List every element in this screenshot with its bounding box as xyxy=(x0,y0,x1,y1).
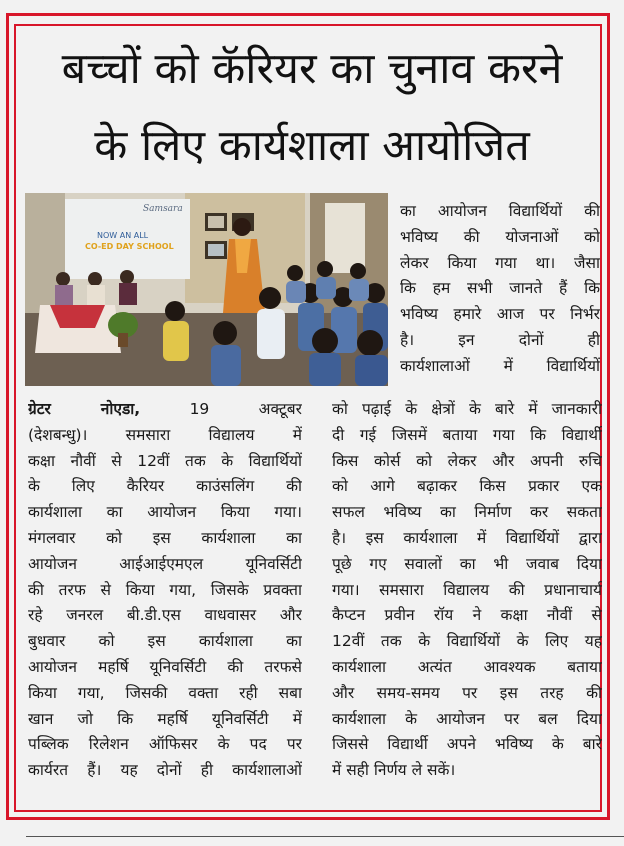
text-line: किस कोर्स को लेकर और अपनी रुचि xyxy=(332,451,602,470)
text-line: का आयोजन विद्यार्थियों की xyxy=(400,202,600,220)
text-line: आयोजन महर्षि यूनिवर्सिटी की तरफसे xyxy=(28,657,302,676)
text-line: में सही निर्णय ले सकें। xyxy=(332,761,456,780)
text-line: आयोजन आईआईएमएल यूनिवर्सिटी xyxy=(28,554,302,573)
text-line: गया। समसारा विद्यालय की प्रधानाचार्य xyxy=(332,580,602,599)
text-line: मंगलवार को इस कार्यशाला का xyxy=(28,528,302,547)
dateline-date: 19 अक्टूबर xyxy=(189,400,302,418)
text-line: (देशबन्धु)। समसारा विद्यालय में xyxy=(28,425,302,444)
text-line: कार्यशाला अत्यंत आवश्यक बताया xyxy=(332,657,602,676)
article-column-left xyxy=(28,397,302,784)
text-line: कार्यरत हैं। यह दोनों ही कार्यशालाओं xyxy=(28,761,302,780)
article-column-right-top xyxy=(400,199,600,380)
text-line: को पढ़ाई के क्षेत्रों के बारे में जानकारी xyxy=(332,400,602,418)
headline-line-1: बच्चों को कॅरियर का चुनाव करने xyxy=(61,44,563,94)
banner-text-1: NOW AN ALL xyxy=(97,231,149,240)
text-line: पब्लिक रिलेशन ऑफिसर के पद पर xyxy=(28,735,302,754)
text-line: भविष्य हमारे आज पर निर्भर xyxy=(400,305,600,324)
text-line: कार्यशाला का आयोजन किया गया। xyxy=(28,503,302,522)
text-line: को आगे बढ़ाकर किस प्रकार एक xyxy=(332,477,602,496)
text-line: कि हम सभी जानते हैं कि xyxy=(400,279,600,298)
news-photo xyxy=(25,193,388,386)
text-line: कार्यशालाओं में विद्यार्थियों xyxy=(400,356,600,375)
banner-logo: Samsara xyxy=(143,204,183,214)
text-line: के लिए कैरियर काउंसलिंग की xyxy=(28,477,302,496)
headline-line-2: के लिए कार्यशाला आयोजित xyxy=(94,121,530,171)
text-line: सफल भविष्य का निर्माण कर सकता xyxy=(332,503,602,522)
text-line: है। इस कार्यशाला में विद्यार्थियों द्वारा xyxy=(332,528,602,547)
bottom-rule xyxy=(26,836,624,837)
text-line: कक्षा नौवीं से 12वीं तक के विद्यार्थियों xyxy=(28,451,302,470)
dateline-line xyxy=(28,397,302,423)
text-line: दी गई जिसमें बताया गया कि विद्यार्थी xyxy=(332,425,602,444)
text-line: पूछे गए सवालों का भी जवाब दिया xyxy=(332,554,602,573)
article-column-right-bottom xyxy=(332,397,602,784)
text-line: कैप्टन प्रवीन रॉय ने कक्षा नौवीं से xyxy=(332,606,602,625)
text-line: भविष्य की योजनाओं को xyxy=(400,227,600,246)
dateline: ग्रेटर नोएडा, xyxy=(28,400,141,418)
text-line: की तरफ से किया गया, जिसके प्रवक्ता xyxy=(28,580,302,599)
text-line: किया गया, जिसकी वक्ता रही सबा xyxy=(28,683,302,702)
text-line: जिससे विद्यार्थी अपने भविष्य के बारे xyxy=(332,735,602,754)
banner-text-2: CO-ED DAY SCHOOL xyxy=(85,242,174,251)
text-line: बुधवार को इस कार्यशाला का xyxy=(28,632,302,651)
text-line: है। इन दोनों ही xyxy=(400,330,600,349)
text-line: रहे जनरल बी.डी.एस वाधवासर और xyxy=(28,606,302,625)
text-line: कार्यशाला के आयोजन पर बल दिया xyxy=(332,709,602,728)
text-line: लेकर किया गया था। जैसा xyxy=(400,253,600,272)
text-line: खान जो कि महर्षि यूनिवर्सिटी में xyxy=(28,709,302,728)
text-line: 12वीं तक के विद्यार्थियों के लिए यह xyxy=(332,632,602,651)
text-line: और समय-समय पर इस तरह की xyxy=(332,683,602,702)
